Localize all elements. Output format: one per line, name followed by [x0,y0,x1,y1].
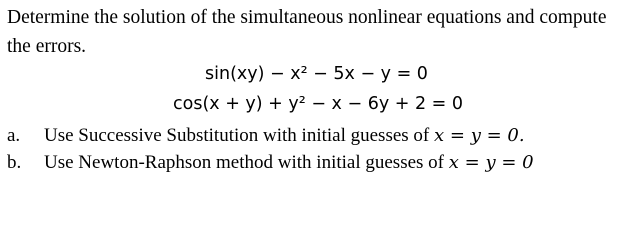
equation-1: sin(xy) − x² − 5x − y = 0 [205,64,428,84]
equation-2: cos(x + y) + y² − x − 6y + 2 = 0 [173,94,464,114]
problem-intro: Determine the solution of the simultaneous nonlinear equations and compute the errors. [7,7,607,57]
task-text-a: Use Successive Substitution with initial guesses of [44,125,435,146]
task-marker-a: a. [7,125,21,146]
task-math-a: x = y = 0. [434,125,525,146]
task-text-b-wrapper [44,151,534,175]
task-marker-b: b. [7,152,22,173]
task-math-b: x = y = 0 [448,152,534,173]
task-text-b: Use Newton-Raphson method with initial guesses of [44,152,449,173]
task-text-a-wrapper [44,124,525,148]
